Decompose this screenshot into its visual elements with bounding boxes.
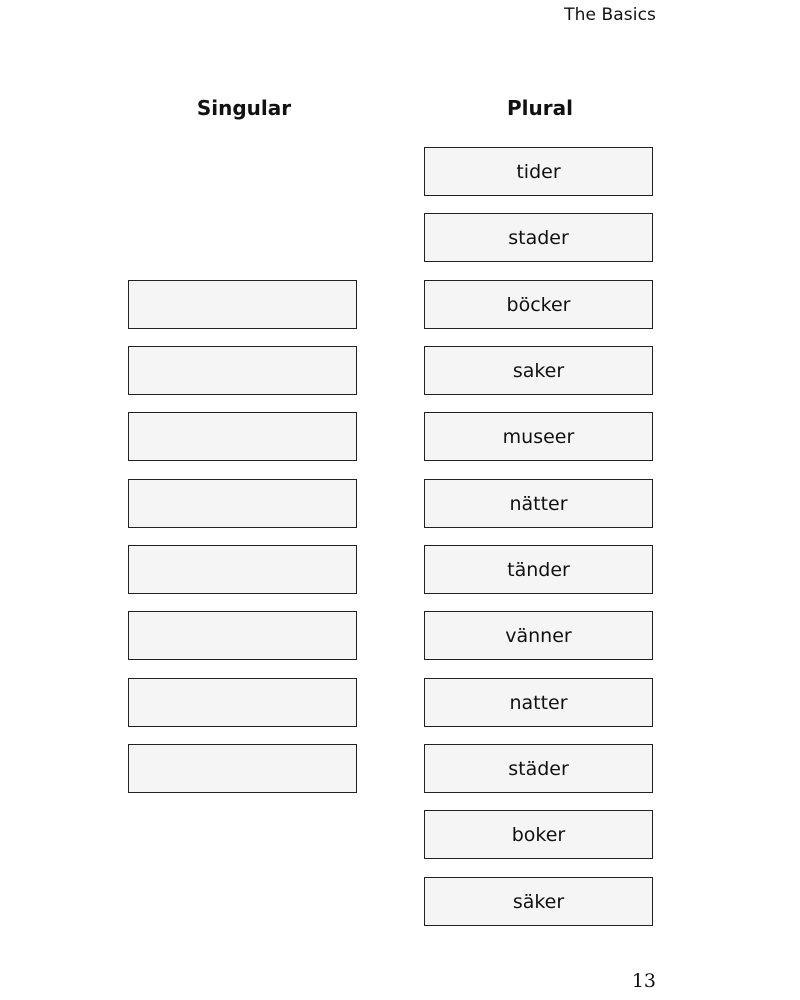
singular-answer-box[interactable] bbox=[128, 280, 357, 329]
plural-word-box: tider bbox=[424, 147, 653, 196]
plural-column-heading: Plural bbox=[507, 96, 573, 120]
plural-word-box: säker bbox=[424, 877, 653, 926]
plural-word-box: natter bbox=[424, 678, 653, 727]
plural-word-box: stader bbox=[424, 213, 653, 262]
plural-word-box: böcker bbox=[424, 280, 653, 329]
plural-word-box: saker bbox=[424, 346, 653, 395]
singular-answer-box[interactable] bbox=[128, 346, 357, 395]
plural-word-box: städer bbox=[424, 744, 653, 793]
plural-word-box: museer bbox=[424, 412, 653, 461]
plural-word-box: boker bbox=[424, 810, 653, 859]
singular-column-heading: Singular bbox=[196, 96, 292, 120]
plural-word-box: vänner bbox=[424, 611, 653, 660]
plural-word-box: nätter bbox=[424, 479, 653, 528]
singular-answer-box[interactable] bbox=[128, 479, 357, 528]
page-number: 13 bbox=[631, 970, 656, 992]
singular-answer-box[interactable] bbox=[128, 744, 357, 793]
plural-word-box: tänder bbox=[424, 545, 653, 594]
singular-answer-box[interactable] bbox=[128, 412, 357, 461]
singular-answer-box[interactable] bbox=[128, 611, 357, 660]
singular-answer-box[interactable] bbox=[128, 545, 357, 594]
singular-answer-box[interactable] bbox=[128, 678, 357, 727]
running-header: The Basics bbox=[564, 5, 656, 25]
